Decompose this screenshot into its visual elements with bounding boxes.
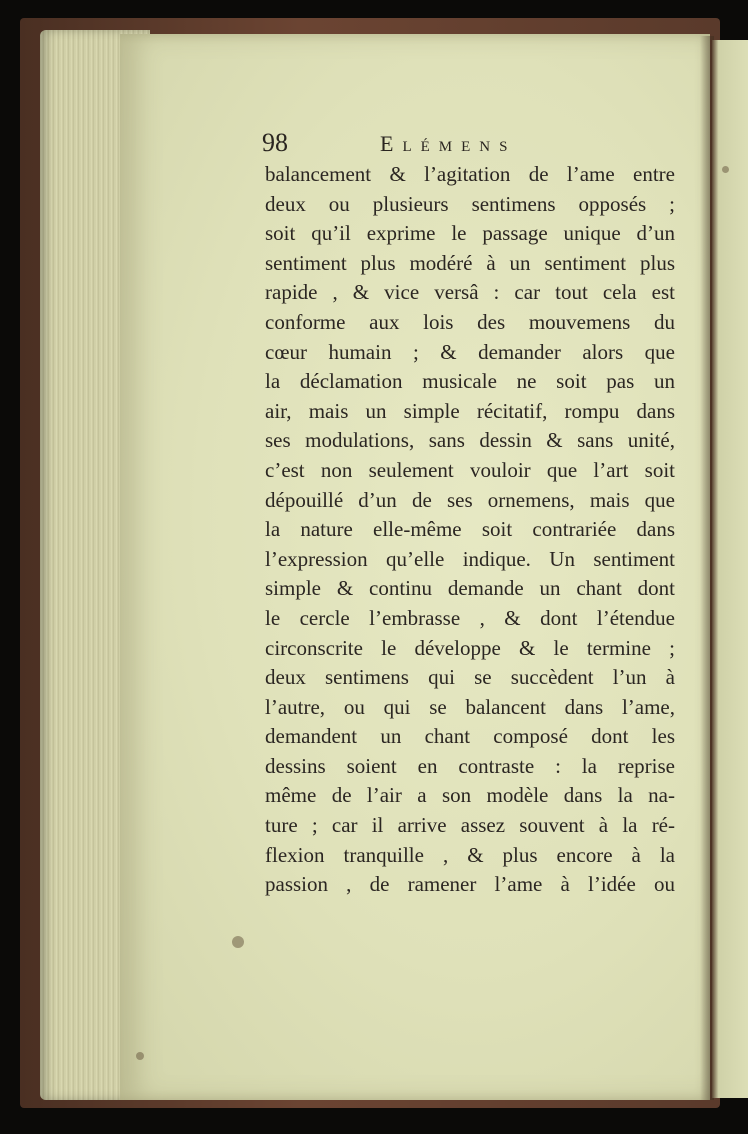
text-line: rapide , & vice versâ : car tout cela est [265,280,675,305]
text-line: air, mais un simple récitatif, rompu dans [265,398,675,423]
text-line: même de l’air a son modèle dans la na- [265,783,675,808]
foxing-spot [722,166,729,173]
facing-page-sliver [712,40,748,1098]
text-line: dépouillé d’un de ses ornemens, mais que [265,487,675,512]
text-line: deux sentimens qui se succèdent l’un à [265,665,675,690]
text-line: sentiment plus modéré à un sentiment plus [265,250,675,275]
text-line: balancement & l’agitation de l’ame entre [265,162,675,186]
body-text [265,160,675,900]
text-line: ture ; car il arrive assez souvent à la ré- [265,813,675,838]
text-line: c’est non seulement vouloir que l’art soit [265,457,675,482]
text-line: flexion tranquille , & plus encore à la [265,842,675,867]
foxing-spot [136,1052,144,1060]
page-header [262,128,682,160]
text-line: l’expression qu’elle indique. Un sentiment [265,546,675,571]
running-title: Elémens [380,131,517,156]
text-line: demandent un chant composé dont les [265,724,675,749]
text-line: conforme aux lois des mouvemens du [265,309,675,334]
text-line: passion , de ramener l’ame à l’idée ou [265,872,675,897]
text-line: deux ou plusieurs sentimens opposés ; [265,191,675,216]
text-line: la déclamation musicale ne soit pas un [265,369,675,394]
page-number: 98 [262,128,288,157]
text-line: cœur humain ; & demander alors que [265,339,675,364]
foxing-spot [232,936,244,948]
text-line: simple & continu demande un chant dont [265,576,675,601]
text-line: circonscrite le développe & le termine ; [265,635,675,660]
text-line: l’autre, ou qui se balancent dans l’ame, [265,694,675,719]
text-line: la nature elle-même soit contrariée dans [265,517,675,542]
text-line: soit qu’il exprime le passage unique d’un [265,221,675,246]
text-line: le cercle l’embrasse , & dont l’étendue [265,605,675,630]
text-line: ses modulations, sans dessin & sans unité, [265,428,675,453]
text-line: dessins soient en contraste : la reprise [265,753,675,778]
